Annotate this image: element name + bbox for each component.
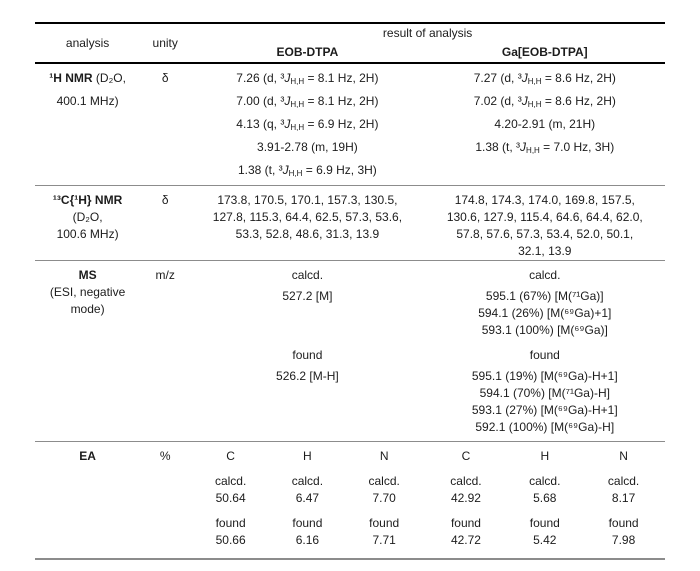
calcd-label: calcd.: [291, 268, 324, 282]
row-1h-nmr: [35, 63, 665, 186]
analysis-name-bold: ¹³C{¹H} NMR: [52, 193, 123, 207]
nmr-shift-list-line: 32.1, 13.9: [518, 244, 572, 258]
ea-subcolumn-h: [505, 448, 584, 549]
result-eob-dtpa-13c-nmr: [190, 186, 424, 261]
column-header-analysis: analysis: [35, 23, 140, 63]
ea-value: 7.98: [611, 533, 636, 547]
analysis-results-table: [35, 22, 665, 560]
ms-found-block: [427, 347, 663, 436]
nmr-signal: 3.91-2.78 (m, 19H): [257, 140, 358, 154]
nmr-shift-list-line: 174.8, 174.3, 174.0, 169.8, 157.5,: [454, 193, 635, 207]
element-label: H: [540, 449, 550, 463]
result-ga-eob-dtpa-ea: [425, 442, 665, 559]
analysis-name-line: (ESI, negative: [49, 285, 126, 299]
found-label: found: [292, 348, 323, 362]
analysis-name-bold: ¹H NMR: [49, 71, 93, 85]
ea-calcd-block: [269, 473, 346, 507]
nmr-signal: 1.38 (t, $^3J_{H,H} = 7.0$ Hz, 3H): [475, 140, 615, 155]
result-ga-eob-dtpa-1h-nmr: [425, 63, 665, 186]
ms-peak: 526.2 [M-H]: [276, 369, 339, 383]
analysis-name-bold: EA: [79, 449, 96, 463]
ea-calcd-block: [584, 473, 663, 507]
ms-peak: 593.1 (27%) [M(⁶⁹Ga)-H+1]: [471, 403, 618, 417]
result-eob-dtpa-1h-nmr: [190, 63, 424, 186]
calcd-label: calcd.: [291, 474, 324, 488]
ea-subcolumn-c: [427, 448, 506, 549]
element-label: H: [303, 449, 312, 463]
ea-found-block: [346, 515, 423, 549]
ea-value: 5.42: [533, 533, 557, 547]
analysis-name-line: [37, 267, 138, 284]
analysis-name-ms: [35, 261, 140, 442]
element-label: C: [461, 449, 471, 463]
nmr-shift-list-line: 53.3, 52.8, 48.6, 31.3, 13.9: [235, 227, 380, 241]
nmr-signal: 4.20-2.91 (m, 21H): [494, 117, 596, 131]
nmr-signal: 7.02 (d, $^3J_{H,H} = 8.6$ Hz, 2H): [473, 94, 616, 109]
ea-value: 50.64: [215, 491, 246, 505]
nmr-shift-list-line: 130.6, 127.9, 115.4, 64.6, 64.4, 62.0,: [446, 210, 643, 224]
ms-calcd-block: [192, 267, 422, 347]
ea-calcd-block: [427, 473, 506, 507]
nmr-signal: 7.27 (d, $^3J_{H,H} = 8.6$ Hz, 2H): [473, 71, 616, 86]
ea-value: 7.70: [372, 491, 396, 505]
ms-peak: 595.1 (67%) [M(⁷¹Ga)]: [485, 289, 604, 303]
ea-found-block: [427, 515, 506, 549]
nmr-signal: 4.13 (q, $^3J_{H,H} = 6.9$ Hz, 2H): [236, 117, 379, 132]
analysis-name-rest: (D₂O,: [92, 71, 126, 85]
nmr-shift-list-line: 127.8, 115.3, 64.4, 62.5, 57.3, 53.6,: [212, 210, 403, 224]
found-label: found: [215, 516, 246, 530]
nmr-signal: 7.00 (d, $^3J_{H,H} = 8.1$ Hz, 2H): [236, 94, 379, 109]
ea-subcolumns: [192, 448, 422, 549]
nmr-signal: 7.26 (d, $^3J_{H,H} = 8.1$ Hz, 2H): [236, 71, 379, 86]
column-header-ga-eob-dtpa: Ga[EOB-DTPA]: [425, 43, 665, 63]
found-label: found: [450, 516, 481, 530]
analysis-name-ea: [35, 442, 140, 559]
ms-calcd-block: [427, 267, 663, 347]
result-eob-dtpa-ms: [190, 261, 424, 442]
found-label: found: [529, 348, 560, 362]
calcd-label: calcd.: [529, 268, 561, 282]
analysis-name-bold: MS: [78, 268, 97, 282]
header-row-1: [35, 23, 665, 43]
unity-value-13c-nmr: δ: [140, 186, 190, 261]
element-label: C: [226, 449, 235, 463]
analysis-name-line: 100.6 MHz): [56, 227, 119, 241]
found-label: found: [369, 516, 400, 530]
calcd-label: calcd.: [529, 474, 561, 488]
column-header-unity: unity: [140, 23, 190, 63]
ms-found-block: [192, 347, 422, 385]
analysis-name-line: [37, 192, 138, 209]
found-label: found: [292, 516, 323, 530]
analysis-name-line: 400.1 MHz): [56, 94, 119, 108]
ea-value: 42.92: [450, 491, 481, 505]
row-ea: [35, 442, 665, 559]
analysis-name-line: mode): [70, 302, 105, 316]
ea-found-block: [269, 515, 346, 549]
ea-subcolumn-n: [584, 448, 663, 549]
ea-subcolumn-h: [269, 448, 346, 549]
ea-calcd-block: [505, 473, 584, 507]
nmr-signal: 1.38 (t, $^3J_{H,H} = 6.9$ Hz, 3H): [237, 163, 377, 178]
ea-found-block: [584, 515, 663, 549]
ms-peak: 593.1 (100%) [M(⁶⁹Ga)]: [481, 323, 608, 337]
calcd-label: calcd.: [214, 474, 247, 488]
nmr-shift-list-line: 57.8, 57.6, 57.3, 53.4, 52.0, 50.1,: [456, 227, 634, 241]
ms-peak: 594.1 (70%) [M(⁷¹Ga)-H]: [479, 386, 610, 400]
analysis-name-1h-nmr: [35, 63, 140, 186]
ms-peak: 527.2 [M]: [282, 289, 333, 303]
ea-found-block: [505, 515, 584, 549]
column-header-result-of-analysis: result of analysis: [382, 26, 473, 40]
analysis-name-13c-nmr: [35, 186, 140, 261]
ea-subcolumn-c: [192, 448, 269, 549]
calcd-label: calcd.: [607, 474, 640, 488]
unity-value-ea: %: [159, 449, 171, 463]
found-label: found: [529, 516, 560, 530]
ea-subcolumns: [427, 448, 663, 549]
ea-value: 6.16: [295, 533, 320, 547]
ea-value: 6.47: [295, 491, 320, 505]
ms-peak: 592.1 (100%) [M(⁶⁹Ga)-H]: [475, 420, 615, 434]
element-label: N: [379, 449, 389, 463]
result-ga-eob-dtpa-13c-nmr: [425, 186, 665, 261]
ms-peak: 595.1 (19%) [M(⁶⁹Ga)-H+1]: [471, 369, 618, 383]
column-header-eob-dtpa: EOB-DTPA: [190, 43, 424, 63]
element-label: N: [619, 449, 628, 463]
row-ms: [35, 261, 665, 442]
ea-subcolumn-n: [346, 448, 423, 549]
calcd-label: calcd.: [368, 474, 400, 488]
analysis-name-line: (D₂O,: [72, 210, 103, 224]
ea-value: 42.72: [450, 533, 481, 547]
result-eob-dtpa-ea: [190, 442, 424, 559]
ea-calcd-block: [346, 473, 423, 507]
ea-value: 5.68: [533, 491, 557, 505]
calcd-label: calcd.: [450, 474, 482, 488]
analysis-name-line: [37, 448, 138, 465]
ea-calcd-block: [192, 473, 269, 507]
row-13c-nmr: [35, 186, 665, 261]
unity-value-ms: m/z: [140, 261, 190, 442]
ea-value: 7.71: [372, 533, 396, 547]
ea-value: 50.66: [215, 533, 246, 547]
result-ga-eob-dtpa-ms: [425, 261, 665, 442]
ea-found-block: [192, 515, 269, 549]
analysis-name-line: [37, 70, 138, 87]
unity-value-1h-nmr: δ: [140, 63, 190, 186]
nmr-shift-list-line: 173.8, 170.5, 170.1, 157.3, 130.5,: [217, 193, 398, 207]
found-label: found: [608, 516, 639, 530]
ms-peak: 594.1 (26%) [M(⁶⁹Ga)+1]: [478, 306, 612, 320]
ea-value: 8.17: [611, 491, 636, 505]
